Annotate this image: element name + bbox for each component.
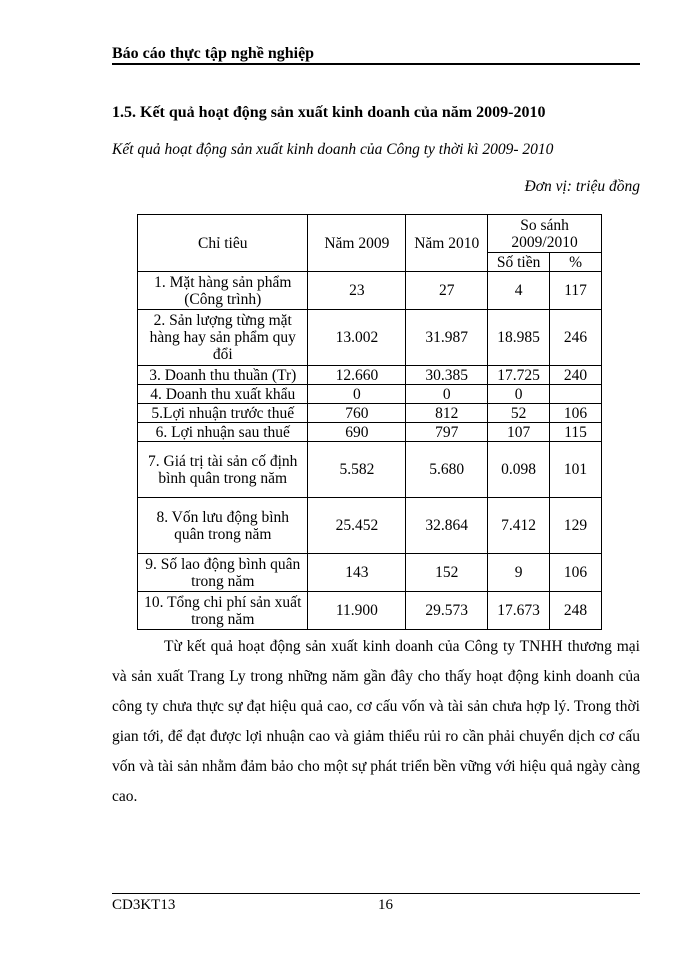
cell-percent: 106 — [550, 404, 602, 423]
cell-indicator: 2. Sản lượng từng mặt hàng hay sản phẩm quy đổi — [138, 310, 308, 366]
cell-2010: 27 — [406, 272, 488, 310]
header-percent: % — [550, 253, 602, 272]
cell-percent — [550, 385, 602, 404]
cell-percent: 106 — [550, 554, 602, 592]
results-table — [137, 214, 602, 630]
cell-2010: 29.573 — [406, 592, 488, 630]
table-row — [138, 498, 602, 554]
cell-amount: 107 — [488, 423, 550, 442]
table-row — [138, 385, 602, 404]
cell-amount: 17.725 — [488, 366, 550, 385]
header-divider — [112, 63, 640, 65]
header-indicator: Chỉ tiêu — [138, 215, 308, 272]
cell-2010: 5.680 — [406, 442, 488, 498]
cell-2010: 0 — [406, 385, 488, 404]
cell-2009: 12.660 — [308, 366, 406, 385]
cell-amount: 17.673 — [488, 592, 550, 630]
cell-indicator: 7. Giá trị tài sản cố định bình quân trong năm — [138, 442, 308, 498]
footer-divider — [112, 893, 640, 894]
table-row — [138, 592, 602, 630]
cell-amount: 7.412 — [488, 498, 550, 554]
table-row — [138, 272, 602, 310]
cell-percent: 115 — [550, 423, 602, 442]
cell-indicator: 3. Doanh thu thuần (Tr) — [138, 366, 308, 385]
cell-2010: 152 — [406, 554, 488, 592]
body-paragraph: Từ kết quả hoạt động sản xuất kinh doanh của Công ty TNHH thương mại và sản xuất Trang Ly trong những năm gần đây cho thấy hoạt động kinh doanh của công ty chưa thực sự đạt hiệu quả cao, cơ cấu vốn và tài sản chưa hợp lý. Trong thời gian tới, để đạt được lợi nhuận cao và giảm thiểu rủi ro cần phải chuyển dịch cơ cấu vốn và tài sản nhằm đảm bảo cho một sự phát triển bền vững với hiệu quả ngày càng cao. — [112, 638, 640, 805]
page-header: Báo cáo thực tập nghề nghiệp — [112, 45, 315, 62]
cell-amount: 18.985 — [488, 310, 550, 366]
cell-percent: 246 — [550, 310, 602, 366]
table-row — [138, 366, 602, 385]
table-row — [138, 404, 602, 423]
table-caption: Kết quả hoạt động sản xuất kinh doanh của Công ty thời kì 2009- 2010 — [112, 141, 554, 158]
header-amount: Số tiền — [488, 253, 550, 272]
cell-2009: 11.900 — [308, 592, 406, 630]
cell-2009: 25.452 — [308, 498, 406, 554]
cell-2009: 5.582 — [308, 442, 406, 498]
cell-2009: 13.002 — [308, 310, 406, 366]
cell-percent: 240 — [550, 366, 602, 385]
cell-2010: 812 — [406, 404, 488, 423]
cell-amount: 0.098 — [488, 442, 550, 498]
section-title: 1.5. Kết quả hoạt động sản xuất kinh doanh của năm 2009-2010 — [112, 104, 546, 121]
table-row — [138, 554, 602, 592]
cell-2009: 690 — [308, 423, 406, 442]
table-row — [138, 423, 602, 442]
cell-2009: 23 — [308, 272, 406, 310]
page-number: 16 — [378, 897, 393, 913]
cell-indicator: 9. Số lao động bình quân trong năm — [138, 554, 308, 592]
cell-2009: 760 — [308, 404, 406, 423]
header-compare: So sánh 2009/2010 — [488, 215, 602, 253]
cell-indicator: 8. Vốn lưu động bình quân trong năm — [138, 498, 308, 554]
cell-percent: 248 — [550, 592, 602, 630]
cell-amount: 9 — [488, 554, 550, 592]
cell-indicator: 1. Mặt hàng sản phẩm (Công trình) — [138, 272, 308, 310]
cell-amount: 4 — [488, 272, 550, 310]
cell-2010: 32.864 — [406, 498, 488, 554]
cell-amount: 0 — [488, 385, 550, 404]
cell-percent: 129 — [550, 498, 602, 554]
cell-indicator: 10. Tổng chi phí sản xuất trong năm — [138, 592, 308, 630]
header-year-2010: Năm 2010 — [406, 215, 488, 272]
cell-indicator: 4. Doanh thu xuất khẩu — [138, 385, 308, 404]
cell-amount: 52 — [488, 404, 550, 423]
cell-2009: 143 — [308, 554, 406, 592]
unit-label: Đơn vị: triệu đồng — [524, 178, 640, 195]
cell-percent: 101 — [550, 442, 602, 498]
cell-2009: 0 — [308, 385, 406, 404]
table-row — [138, 442, 602, 498]
table-row — [138, 310, 602, 366]
cell-2010: 797 — [406, 423, 488, 442]
header-year-2009: Năm 2009 — [308, 215, 406, 272]
footer-code: CD3KT13 — [112, 897, 176, 913]
cell-indicator: 6. Lợi nhuận sau thuế — [138, 423, 308, 442]
cell-2010: 31.987 — [406, 310, 488, 366]
cell-percent: 117 — [550, 272, 602, 310]
cell-2010: 30.385 — [406, 366, 488, 385]
cell-indicator: 5.Lợi nhuận trước thuế — [138, 404, 308, 423]
